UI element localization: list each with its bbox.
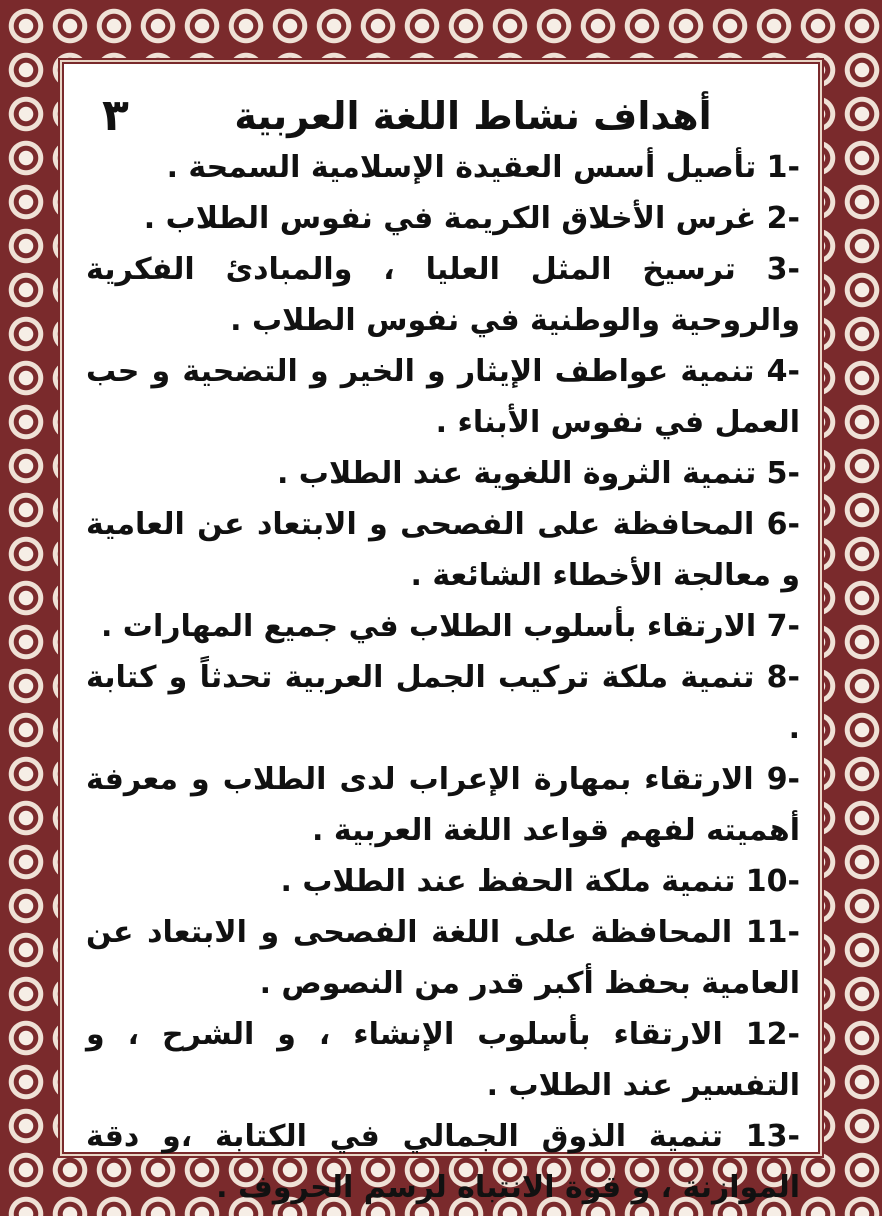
item-text: غرس الأخلاق الكريمة في نفوس الطلاب .	[143, 201, 757, 236]
list-item	[86, 601, 800, 652]
list-item	[86, 907, 800, 1009]
document-page	[64, 64, 818, 1205]
item-number: 3-	[766, 252, 800, 287]
item-number: 2-	[766, 201, 800, 236]
item-text: الارتقاء بأسلوب الإنشاء ، و الشرح ، و التفسير عند الطلاب .	[86, 1017, 800, 1103]
item-text: تنمية ملكة الحفظ عند الطلاب .	[280, 864, 736, 899]
item-number: 1-	[766, 150, 800, 185]
item-text: الارتقاء بمهارة الإعراب لدى الطلاب و معرفة أهميته لفهم قواعد اللغة العربية .	[86, 762, 800, 848]
page-number: ٣	[102, 90, 129, 141]
item-number: 8-	[766, 660, 800, 695]
page-title: أهداف نشاط اللغة العربية	[234, 94, 712, 138]
item-text: المحافظة على الفصحى و الابتعاد عن العامية و معالجة الأخطاء الشائعة .	[86, 507, 800, 593]
item-text: تنمية الثروة اللغوية عند الطلاب .	[276, 456, 757, 491]
list-item	[86, 346, 800, 448]
list-item	[86, 1111, 800, 1213]
objectives-list	[86, 142, 800, 1213]
list-item	[86, 244, 800, 346]
item-text: تنمية الذوق الجمالي في الكتابة ،و دقة الموازنة ، و قوة الانتباه لرسم الحروف .	[86, 1119, 800, 1205]
item-number: 9-	[766, 762, 801, 797]
item-text: ترسيخ المثل العليا ، والمبادئ الفكرية والروحية والوطنية في نفوس الطلاب .	[86, 252, 800, 338]
list-item	[86, 1009, 800, 1111]
item-number: 13-	[745, 1119, 800, 1154]
item-number: 7-	[766, 609, 800, 644]
item-number: 5-	[766, 456, 800, 491]
list-item	[86, 856, 800, 907]
list-item	[86, 754, 800, 856]
item-text: تنمية ملكة تركيب الجمل العربية تحدثاً و كتابة .	[86, 660, 800, 746]
item-number: 4-	[766, 354, 800, 389]
item-text: تأصيل أسس العقيدة الإسلامية السمحة .	[166, 150, 757, 185]
header	[86, 92, 800, 140]
item-text: الارتقاء بأسلوب الطلاب في جميع المهارات .	[100, 609, 757, 644]
item-text: المحافظة على اللغة الفصحى و الابتعاد عن العامية بحفظ أكبر قدر من النصوص .	[86, 915, 800, 1001]
list-item	[86, 652, 800, 754]
list-item	[86, 499, 800, 601]
item-text: تنمية عواطف الإيثار و الخير و التضحية و حب العمل في نفوس الأبناء .	[86, 354, 800, 440]
inner-frame	[58, 58, 824, 1205]
item-number: 11-	[745, 915, 800, 950]
list-item	[86, 142, 800, 193]
item-number: 10-	[745, 864, 800, 899]
item-number: 6-	[766, 507, 800, 542]
list-item	[86, 193, 800, 244]
item-number: 12-	[745, 1017, 800, 1052]
list-item	[86, 448, 800, 499]
